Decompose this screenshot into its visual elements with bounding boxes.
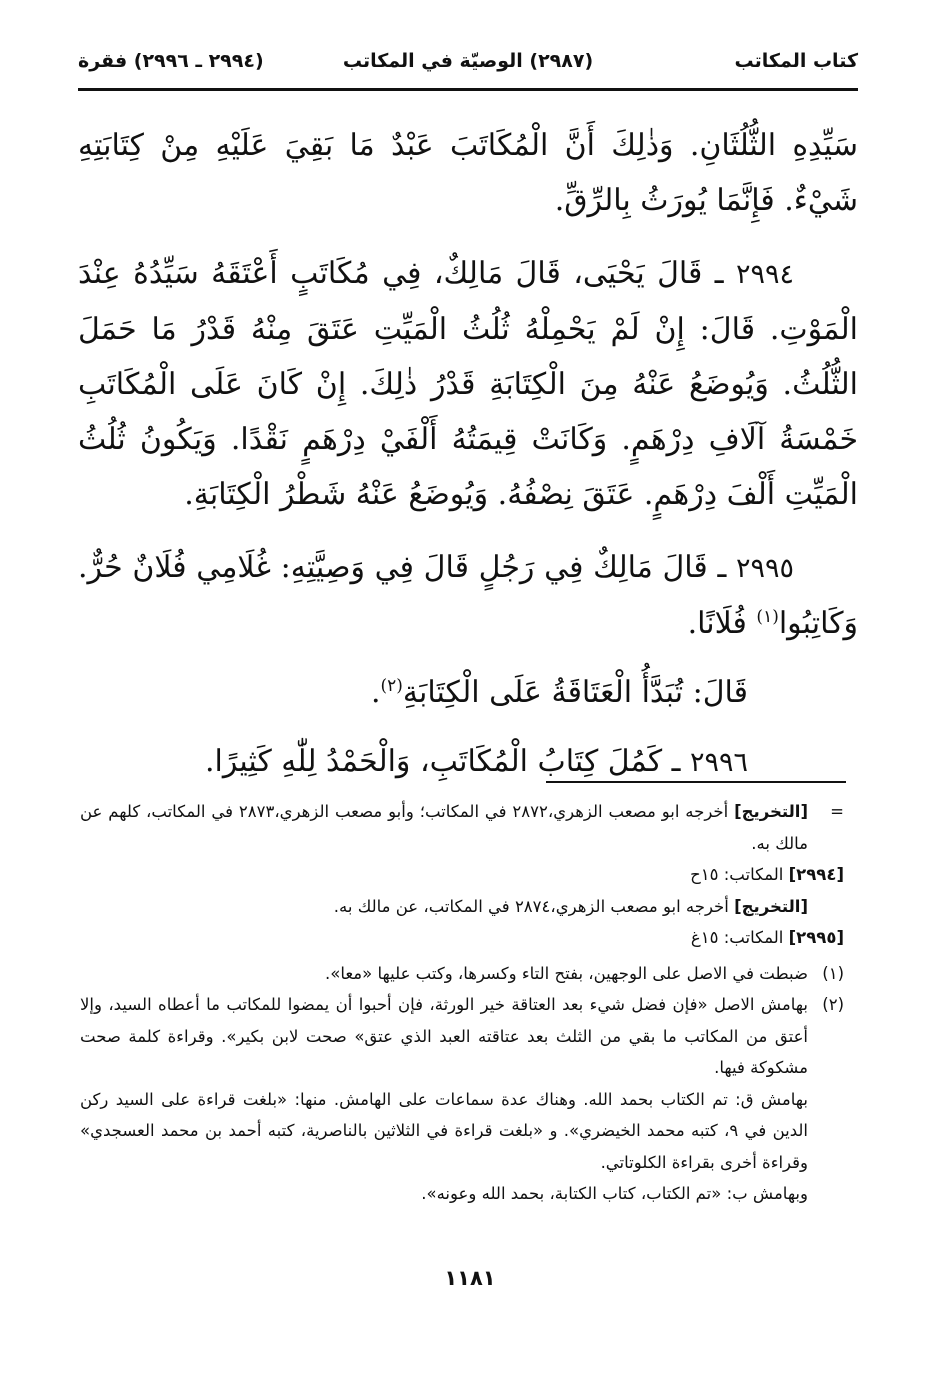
paragraph-text: ـ قَالَ يَحْيَى، قَالَ مَالِكٌ، فِي مُكَاتَبٍ أَعْتَقَهُ سَيِّدُهُ عِنْدَ الْمَوْتِ. قَالَ: إِنْ لَمْ يَحْمِلْهُ ثُلُثُ الْمَيِّتِ عَتَقَ مِنْهُ قَدْرُ مَا حَمَلَ الثُّلُثُ. وَيُوضَعُ عَنْهُ مِنَ الْكِتَابَةِ قَدْرُ ذٰلِكَ. إِنْ كَانَ عَلَى الْمُكَاتَبِ خَمْسَةُ آلَافِ دِرْهَمٍ. وَكَانَتْ قِيمَتُهُ أَلْفَيْ دِرْهَمٍ نَقْدًا. وَيَكُونُ ثُلُثُ الْمَيِّتِ أَلْفَ دِرْهَمٍ. عَتَقَ نِصْفُهُ. وَيُوضَعُ عَنْهُ شَطْرُ الْكِتَابَةِ.	[78, 256, 858, 512]
takhrij-continuation	[80, 796, 844, 859]
footnote-1	[80, 958, 844, 990]
ref-text: المكاتب: ١٥غ	[690, 928, 789, 947]
paragraph-number: ٢٩٩٤	[735, 259, 794, 290]
footnote-text: ضبطت في الاصل على الوجهين، بفتح التاء وكسرها، وكتب عليها «معا».	[324, 963, 808, 983]
header-section-title: (٢٩٨٧) الوصيّة في المكاتب	[342, 50, 594, 72]
continued-paragraph-text: سَيِّدِهِ الثُّلُثَانِ. وَذٰلِكَ أَنَّ الْمُكَاتَبَ عَبْدٌ مَا بَقِيَ عَلَيْهِ مِنْ كِتَابَتِهِ شَيْءٌ. فَإِنَّمَا يُورَثُ بِالرِّقِّ.	[78, 128, 858, 218]
ref-text: المكاتب: ١٥ح	[690, 865, 789, 884]
paragraph-number: ٢٩٩٥	[735, 553, 794, 584]
paragraph-2994	[78, 246, 858, 522]
takhrij-text: أخرجه ابو مصعب الزهري،٢٨٧٤ في المكاتب، عن مالك به.	[333, 896, 735, 916]
ruling-text: قَالَ: تُبَدَّأُ الْعَتَاقَةُ عَلَى الْكِتَابَةِ	[402, 675, 748, 710]
source-ref-2994	[80, 859, 844, 891]
paragraph-number: ٢٩٩٦	[689, 747, 748, 778]
footnote-2	[80, 989, 844, 1084]
takhrij-label: [التخريج]	[734, 896, 808, 916]
ref-label: [٢٩٩٤]	[788, 865, 844, 884]
continued-paragraph	[78, 118, 858, 228]
footnote-ref-1[interactable]: (١)	[756, 607, 779, 627]
main-text	[78, 118, 858, 804]
paragraph-text: ـ كَمُلَ كِتَابُ الْمُكَاتَبِ، وَالْحَمْدُ لِلّٰهِ كَثِيرًا.	[204, 744, 681, 779]
takhrij-label: [التخريج]	[734, 802, 809, 821]
paragraph-2995	[78, 540, 858, 651]
header-book-title: كتاب المكاتب	[734, 50, 858, 72]
source-ref-2995	[80, 922, 844, 954]
ref-label: [٢٩٩٥]	[788, 928, 844, 947]
footnote-number: (٢)	[822, 995, 844, 1014]
footnote-margin-q	[80, 1084, 844, 1179]
footnote-divider	[546, 781, 846, 783]
continuation-mark: =	[830, 802, 844, 821]
paragraph-2995-ruling	[78, 665, 858, 720]
footnotes	[80, 796, 844, 1210]
footnote-text: بهامش ق: تم الكتاب بحمد الله. وهناك عدة سماعات على الهامش. منها: «بلغت قراءة على السيد ركن الدين في ٩، كتبه محمد الخيضري». و «بلغت قراءة في الثلاثين بالناصرية، كتبه أحمد بن محمد العسجدي» وقراءة أخرى بقراءة الكلوتاتي.	[80, 1089, 809, 1172]
footnote-margin-b	[80, 1178, 844, 1210]
footnote-ref-2[interactable]: (٢)	[380, 676, 403, 696]
running-header	[78, 40, 858, 84]
header-divider	[78, 88, 858, 91]
ruling-end: .	[370, 675, 381, 710]
header-paragraph-range: (٢٩٩٤ ـ ٢٩٩٦) فقرة	[78, 50, 264, 72]
takhrij-2994	[80, 891, 844, 923]
footnote-number: (١)	[822, 963, 844, 983]
paragraph-text: ـ قَالَ مَالِكٌ فِي رَجُلٍ قَالَ فِي وَصِيَّتِهِ: غُلَامِي فُلَانٌ حُرٌّ. وَكَاتِبُوا	[78, 550, 858, 641]
footnote-text: بهامش الاصل «فإن فضل شيء بعد العتاقة خير الورثة، فإن أحبوا أن يمضوا للمكاتب ما أعطاه السيد، وإلا أعتق من المكاتب ما بقي من الثلث بعد عتاقته العبد الذي عتق» صحت لابن بكير». وقراءة كلمة صحت مشكوكة فيها.	[80, 995, 808, 1077]
paragraph-text-end: فُلَانًا.	[687, 606, 757, 641]
footnote-text: وبهامش ب: «تم الكتاب، كتاب الكتابة، بحمد الله وعونه».	[421, 1184, 808, 1203]
takhrij-text: أخرجه ابو مصعب الزهري،٢٨٧٢ في المكاتب؛ وأبو مصعب الزهري،٢٨٧٣ في المكاتب، كلهم عن مالك به.	[80, 802, 808, 853]
page-number: ١١٨١	[444, 1266, 496, 1290]
